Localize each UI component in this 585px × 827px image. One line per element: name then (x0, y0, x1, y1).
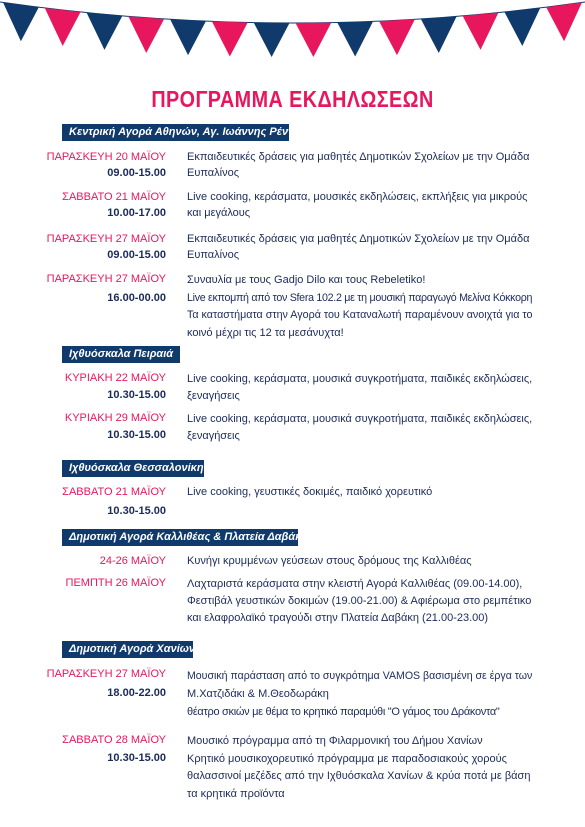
page-title: ΠΡΟΓΡΑΜΜΑ ΕΚΔΗΛΩΣΕΩΝ (151, 86, 434, 112)
bunting-flag (254, 23, 290, 57)
event-description: τα κρητικά προϊόντα (187, 787, 285, 800)
bunting-flag (504, 8, 540, 46)
event-date: ΣΑΒΒΑΤΟ 28 ΜΑΪΟΥ (62, 734, 166, 746)
event-description: Κυνήγι κρυμμένων γεύσεων στους δρόμους της Καλλιθέας (187, 555, 472, 567)
event-description: και μεγάλους (187, 206, 251, 219)
event-date: ΠΕΜΠΤΗ 26 ΜΑΪΟΥ (65, 577, 166, 589)
section-heading-thessaloniki: Ιχθυόσκαλα Θεσσαλονίκης (62, 460, 204, 477)
event-date: ΣΑΒΒΑΤΟ 21 ΜΑΪΟΥ (62, 191, 166, 203)
event-time: 18.00-22.00 (107, 687, 166, 699)
section-heading-kallithea: Δημοτική Αγορά Καλλιθέας & Πλατεία Δαβάκη (62, 529, 298, 546)
bunting-flag (3, 2, 39, 41)
event-description: Ευπαλίνος (187, 248, 240, 261)
event-time: 10.00-17.00 (107, 207, 166, 219)
section-heading-piraeus: Ιχθυόσκαλα Πειραιά (62, 346, 180, 363)
bunting-flag (87, 13, 123, 50)
bunting-flag (421, 16, 457, 53)
event-description: κοινό μέχρι τις 12 τα μεσάνυχτα! (187, 326, 344, 339)
bunting-flag (463, 13, 499, 50)
event-description: ξεναγήσεις (187, 429, 240, 442)
event-time: 10.30-15.00 (107, 505, 166, 517)
bunting-flag (45, 8, 81, 46)
event-description: θέατρο σκιών με θέμα το κρητικό παραμύθι "Ο γάμος του Δράκοντα" (187, 706, 500, 718)
event-description: Live cooking, κεράσματα, μουσικές εκδηλώσεις, εκπλήξεις για μικρούς (187, 191, 528, 203)
bunting-flag (546, 2, 582, 41)
event-description: Μουσικό πρόγραμμα από τη Φιλαρμονική του Δήμου Χανίων (187, 735, 483, 747)
event-description: Μ.Χατζιδάκι & Μ.Θεοδωράκη (187, 688, 329, 700)
event-description: Live cooking, κεράσματα, μουσικά συγκροτήματα, παιδικές εκδηλώσεις, (187, 413, 533, 425)
bunting-flag (296, 23, 332, 57)
section-heading-athens: Κεντρική Αγορά Αθηνών, Αγ. Ιωάννης Ρέντη (62, 124, 289, 141)
event-description: Κρητικό μουσικοχορευτικό πρόγραμμα με παραδοσιακούς χορούς (187, 752, 507, 765)
bunting-flag (337, 21, 373, 56)
bunting-string (0, 2, 585, 23)
event-date: ΠΑΡΑΣΚΕΥΗ 27 ΜΑΪΟΥ (46, 233, 166, 245)
event-description: Λαχταριστά κεράσματα στην κλειστή Αγορά Καλλιθέας (09.00-14.00), (187, 578, 523, 590)
event-date: ΚΥΡΙΑΚΗ 29 ΜΑΪΟΥ (64, 412, 166, 424)
event-description: Ευπαλίνος (187, 166, 240, 179)
event-date: 24-26 ΜΑΪΟΥ (99, 555, 166, 567)
event-description: θαλασσινοί μεζέδες από την Ιχθυόσκαλα Χανίων & κρύα ποτά με βάση (187, 770, 531, 782)
section-heading-chania: Δημοτική Αγορά Χανίων (62, 641, 193, 658)
event-description: Live εκπομπή από τον Sfera 102.2 με τη μουσική παραγωγό Μελίνα Κόκκορη (187, 291, 533, 304)
event-description: και ελαφρολαϊκό τραγούδι στην Πλατεία Δαβάκη (21.00-23.00) (187, 612, 489, 624)
bunting-flag (379, 19, 415, 55)
event-description: Live cooking, γευστικές δοκιμές, παιδικό χορευτικό (187, 486, 433, 498)
event-description: ξεναγήσεις (187, 389, 240, 402)
event-date: ΠΑΡΑΣΚΕΥΗ 27 ΜΑΪΟΥ (46, 273, 166, 285)
event-description: Εκπαιδευτικές δράσεις για μαθητές Δημοτικών Σχολείων με την Ομάδα (187, 151, 530, 163)
bunting-decoration (0, 0, 585, 75)
event-time: 10.30-15.00 (107, 752, 166, 764)
event-description: Live cooking, κεράσματα, μουσικά συγκροτήματα, παιδικές εκδηλώσεις, (187, 373, 533, 385)
event-time: 09.00-15.00 (107, 249, 166, 261)
event-description: Τα καταστήματα στην Αγορά του Καταναλωτή παραμένουν ανοιχτά για το (187, 309, 533, 321)
event-date: ΠΑΡΑΣΚΕΥΗ 27 ΜΑΪΟΥ (46, 668, 166, 680)
event-date: ΠΑΡΑΣΚΕΥΗ 20 ΜΑΪΟΥ (46, 151, 166, 163)
event-time: 09.00-15.00 (107, 167, 166, 179)
bunting-flag (128, 16, 164, 53)
event-description: Φεστιβάλ γευστικών δοκιμών (19.00-21.00) & Αφιέρωμα στο ρεμπέτικο (187, 595, 532, 607)
event-date: ΚΥΡΙΑΚΗ 22 ΜΑΪΟΥ (64, 372, 166, 384)
event-time: 10.30-15.00 (107, 429, 166, 441)
bunting-flag (170, 19, 206, 55)
event-description: Εκπαιδευτικές δράσεις για μαθητές Δημοτικών Σχολείων με την Ομάδα (187, 233, 530, 245)
bunting-flag (212, 21, 248, 56)
event-description: Συναυλία με τους Gadjo Dilo και τους Rebeletiko! (187, 274, 426, 286)
event-time: 16.00-00.00 (107, 292, 166, 304)
event-date: ΣΑΒΒΑΤΟ 21 ΜΑΪΟΥ (62, 486, 166, 498)
event-time: 10.30-15.00 (107, 389, 166, 401)
event-description: Μουσική παράσταση από το συγκρότημα VAMOS βασισμένη σε έργα των (187, 670, 533, 682)
